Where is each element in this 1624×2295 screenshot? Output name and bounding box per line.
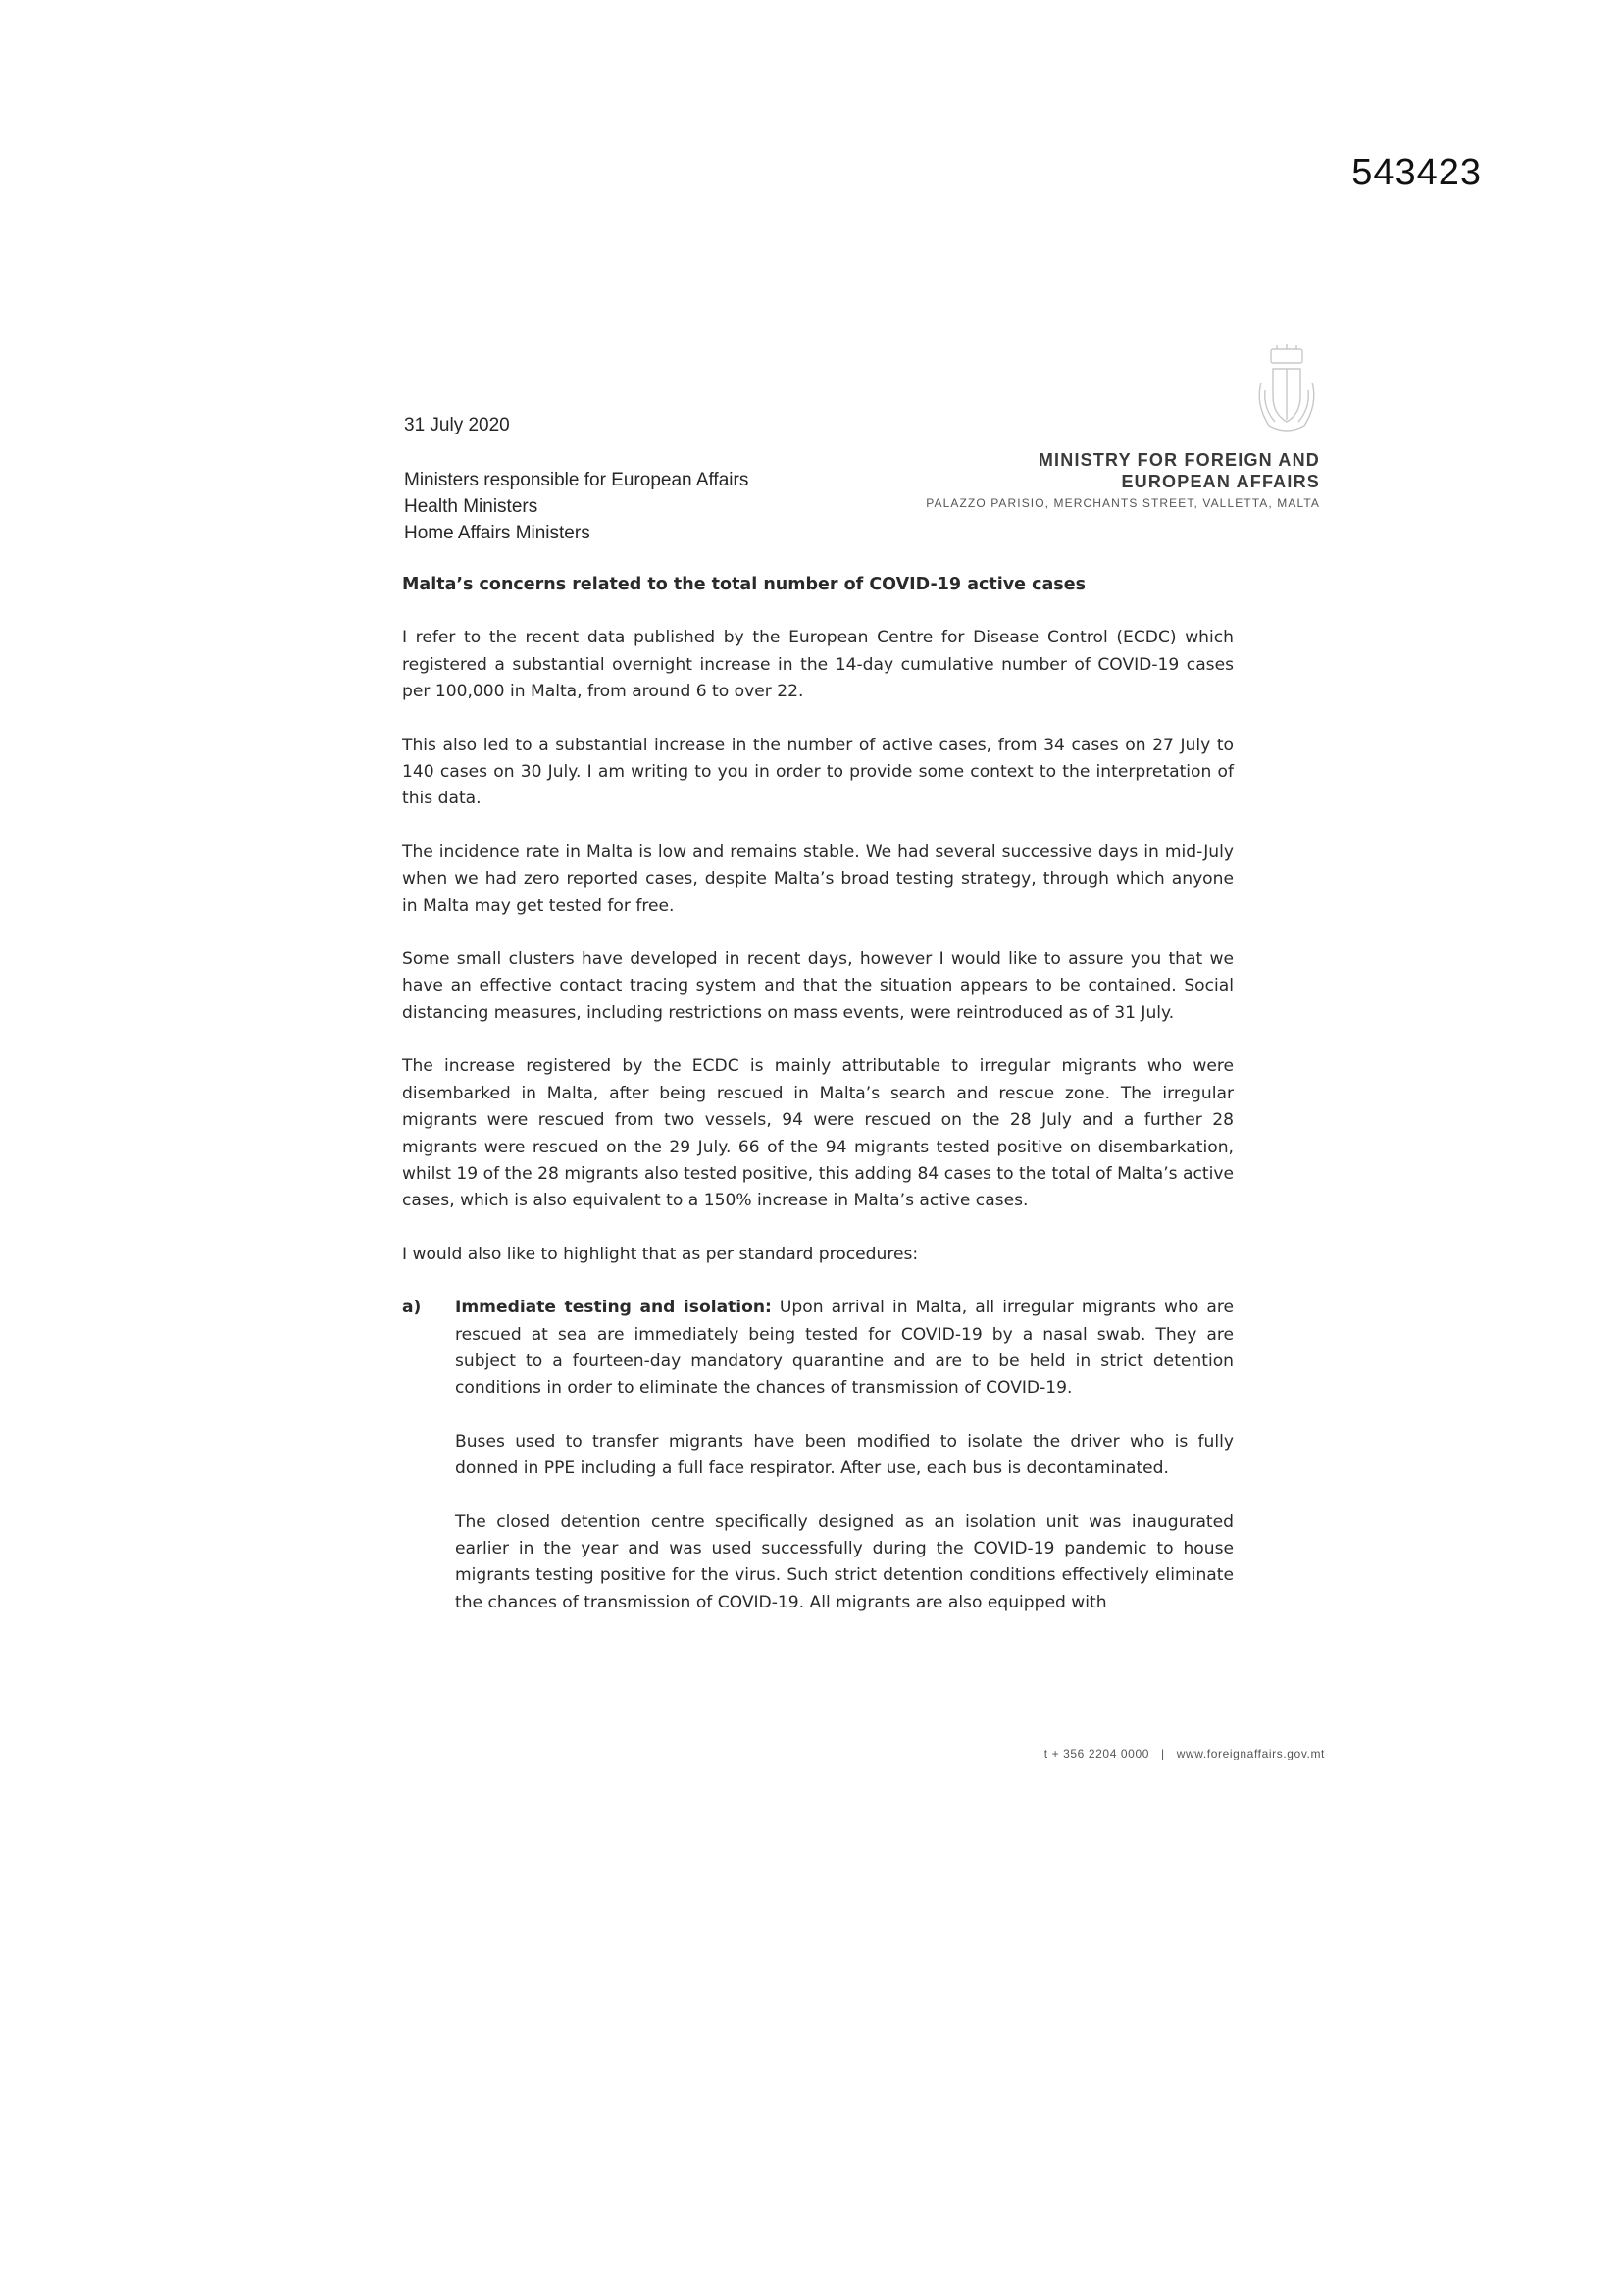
list-item-heading: Immediate testing and isolation: <box>455 1298 772 1318</box>
footer-website-link[interactable]: www.foreignaffairs.gov.mt <box>1176 1747 1325 1760</box>
list-item-text: Upon arrival in Malta, all irregular migrants who are rescued at sea are immediately being tested for COVID-19 by a nasal swab. They are subject to a fourteen-day mandatory quarantine and are to be held in strict detention conditions in order to eliminate the chances of transmission of COVID-19. <box>455 1298 1234 1399</box>
page-footer <box>1044 1747 1325 1760</box>
letter-body <box>402 572 1234 1669</box>
ministry-name-line2: EUROPEAN AFFAIRS <box>1121 472 1320 491</box>
footer-separator: | <box>1161 1747 1165 1760</box>
recipients-block <box>404 467 894 546</box>
body-paragraph: The increase registered by the ECDC is mainly attributable to irregular migrants who were disembarked in Malta, after being rescued in Malta’s search and rescue zone. The irregular migrants were rescued from two vessels, 94 were rescued on the 28 July and a further 28 migrants were rescued on the 29 July. 66 of the 94 migrants tested positive on disembarkation, whilst 19 of the 28 migrants also tested positive, this adding 84 cases to the total of Malta’s active cases, which is also equivalent to a 150% increase in Malta’s active cases. <box>402 1056 1234 1211</box>
list-item-a <box>402 1295 1234 1643</box>
list-item-paragraph: The closed detention centre specifically designed as an isolation unit was inaugurated earlier in the year and was used successfully during the COVID-19 pandemic to house migrants testing positive for the virus. Such strict detention conditions effectively eliminate the chances of transmission of COVID-19. All migrants are also equipped with <box>455 1511 1234 1612</box>
document-number: 543423 <box>1351 152 1482 193</box>
recipient: Ministers responsible for European Affairs <box>404 470 749 490</box>
letter-subject: Malta’s concerns related to the total number of COVID-19 active cases <box>402 575 1086 594</box>
recipient: Home Affairs Ministers <box>404 523 590 543</box>
list-item-paragraph: Buses used to transfer migrants have been modified to isolate the driver who is fully donned in PPE including a full face respirator. After use, each bus is decontaminated. <box>455 1431 1234 1479</box>
body-paragraph: I would also like to highlight that as per standard procedures: <box>402 1244 919 1264</box>
list-item-body <box>455 1295 1234 1643</box>
malta-coat-of-arms-icon <box>1247 343 1326 437</box>
ministry-address: PALAZZO PARISIO, MERCHANTS STREET, VALLETTA, MALTA <box>926 496 1320 510</box>
body-paragraph: Some small clusters have developed in recent days, however I would like to assure you that we have an effective contact tracing system and that the situation appears to be contained. Social distancing measures, including restrictions on mass events, were reintroduced as of 31 July. <box>402 949 1234 1023</box>
list-item-label: a) <box>402 1298 422 1318</box>
letter-date: 31 July 2020 <box>404 415 510 435</box>
recipient: Health Ministers <box>404 496 538 517</box>
body-paragraph: The incidence rate in Malta is low and remains stable. We had several successive days in mid-July when we had zero reported cases, despite Malta’s broad testing strategy, through which anyone in Malta may get tested for free. <box>402 842 1234 916</box>
ministry-name-line1: MINISTRY FOR FOREIGN AND <box>1038 450 1320 470</box>
footer-phone: t + 356 2204 0000 <box>1043 1747 1149 1760</box>
body-paragraph: I refer to the recent data published by the European Centre for Disease Control (ECDC) which registered a substantial overnight increase in the 14-day cumulative number of COVID-19 cases per 100,000 in Malta, from around 6 to over 22. <box>402 628 1234 702</box>
list-item-paragraph <box>455 1295 1234 1402</box>
body-paragraph: This also led to a substantial increase in the number of active cases, from 34 cases on 27 July to 140 cases on 30 July. I am writing to you in order to provide some context to the interpretation of this data. <box>402 735 1234 809</box>
